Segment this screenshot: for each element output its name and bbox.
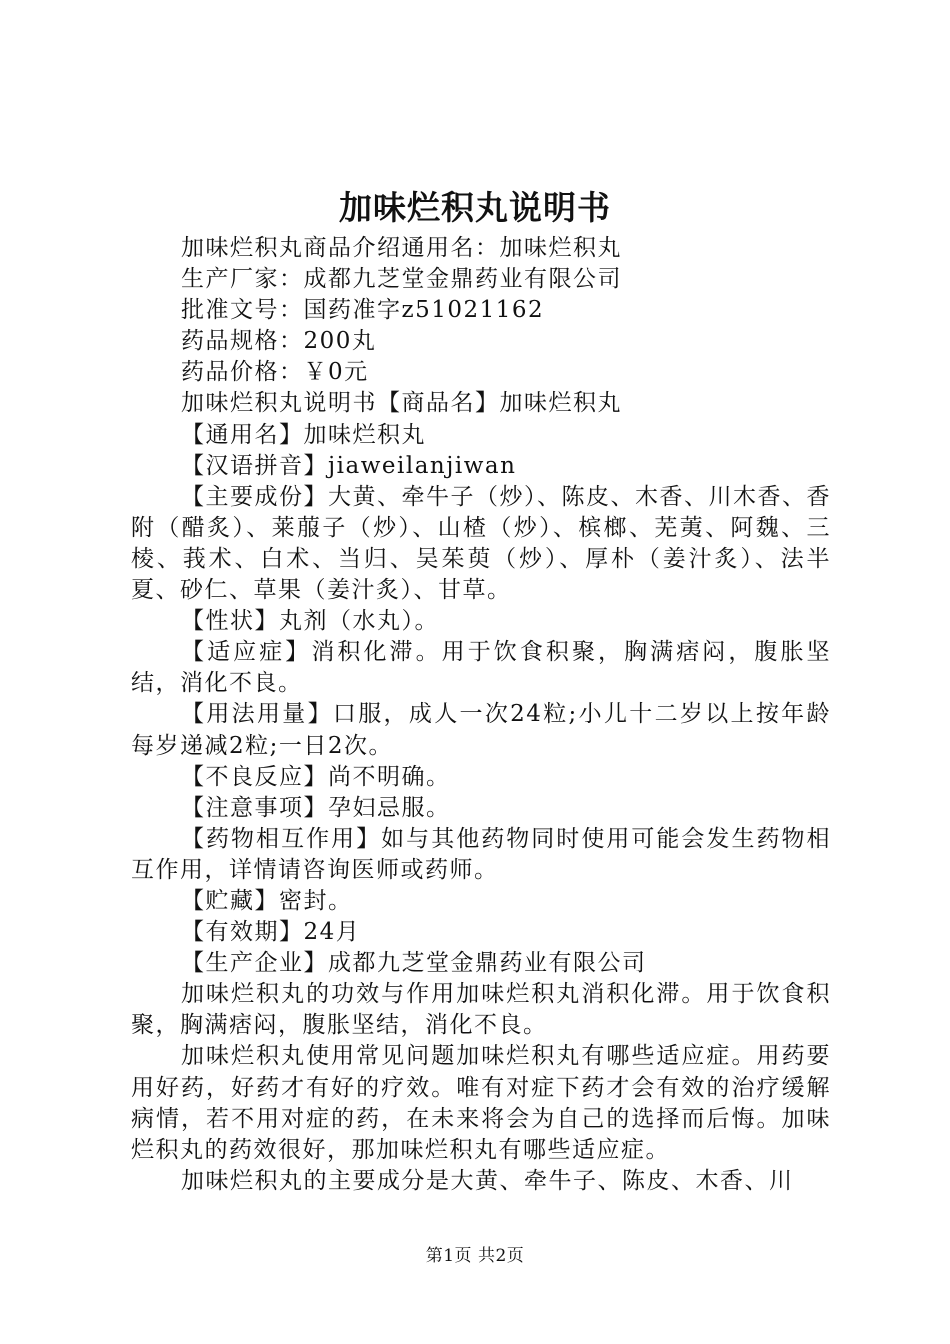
paragraph-specification: 药品规格：200丸 (181, 328, 377, 355)
paragraph-storage: 【贮藏】密封。 (181, 887, 353, 914)
paragraph-manufacturer: 生产厂家：成都九芝堂金鼎药业有限公司 (181, 266, 622, 293)
paragraph-precautions: 【注意事项】孕妇忌服。 (181, 794, 451, 821)
document-body (131, 233, 831, 1197)
paragraph-brand-name: 加味烂积丸说明书【商品名】加味烂积丸 (181, 390, 622, 417)
paragraph-approval-number: 批准文号：国药准字z51021162 (181, 297, 545, 324)
paragraph-intro: 加味烂积丸商品介绍通用名：加味烂积丸 (181, 235, 622, 261)
page-footer: 第1页 共2页 (425, 1246, 525, 1266)
paragraph-main-components: 加味烂积丸的主要成分是大黄、牵牛子、陈皮、木香、川 (181, 1167, 794, 1194)
paragraph-price: 药品价格：￥0元 (181, 359, 369, 386)
paragraph-producer: 【生产企业】成都九芝堂金鼎药业有限公司 (181, 950, 647, 977)
paragraph-interactions: 【药物相互作用】如与其他药物同时使用可能会发生药物相互作用，详情请咨询医师或药师。 (131, 825, 831, 883)
paragraph-indications: 【适应症】消积化滞。用于饮食积聚，胸满痞闷，腹胀坚结，消化不良。 (131, 639, 831, 697)
document-title: 加味烂积丸说明书 (339, 188, 611, 227)
paragraph-efficacy: 加味烂积丸的功效与作用加味烂积丸消积化滞。用于饮食积聚，胸满痞闷，腹胀坚结，消化不良。 (131, 981, 831, 1039)
paragraph-ingredients: 【主要成份】大黄、牵牛子（炒）、陈皮、木香、川木香、香附（醋炙）、莱菔子（炒）、山楂（炒）、槟榔、芜荑、阿魏、三棱、莪术、白术、当归、吴茱萸（炒）、厚朴（姜汁炙）、法半夏、砂仁、草果（姜汁炙）、甘草。 (131, 483, 831, 604)
paragraph-shelf-life: 【有效期】24月 (181, 919, 361, 946)
paragraph-dosage: 【用法用量】口服，成人一次24粒;小儿十二岁以上按年龄每岁递减2粒;一日2次。 (131, 701, 831, 759)
paragraph-faq: 加味烂积丸使用常见问题加味烂积丸有哪些适应症。用药要用好药，好药才有好的疗效。唯有对症下药才会有效的治疗缓解病情，若不用对症的药，在未来将会为自己的选择而后悔。加味烂积丸的药效很好，那加味烂积丸有哪些适应症。 (131, 1043, 831, 1163)
paragraph-adverse-reactions: 【不良反应】尚不明确。 (181, 763, 451, 790)
paragraph-pinyin: 【汉语拼音】jiaweilanjiwan (181, 452, 517, 479)
paragraph-appearance: 【性状】丸剂（水丸）。 (181, 608, 439, 635)
paragraph-generic-name: 【通用名】加味烂积丸 (181, 421, 426, 448)
